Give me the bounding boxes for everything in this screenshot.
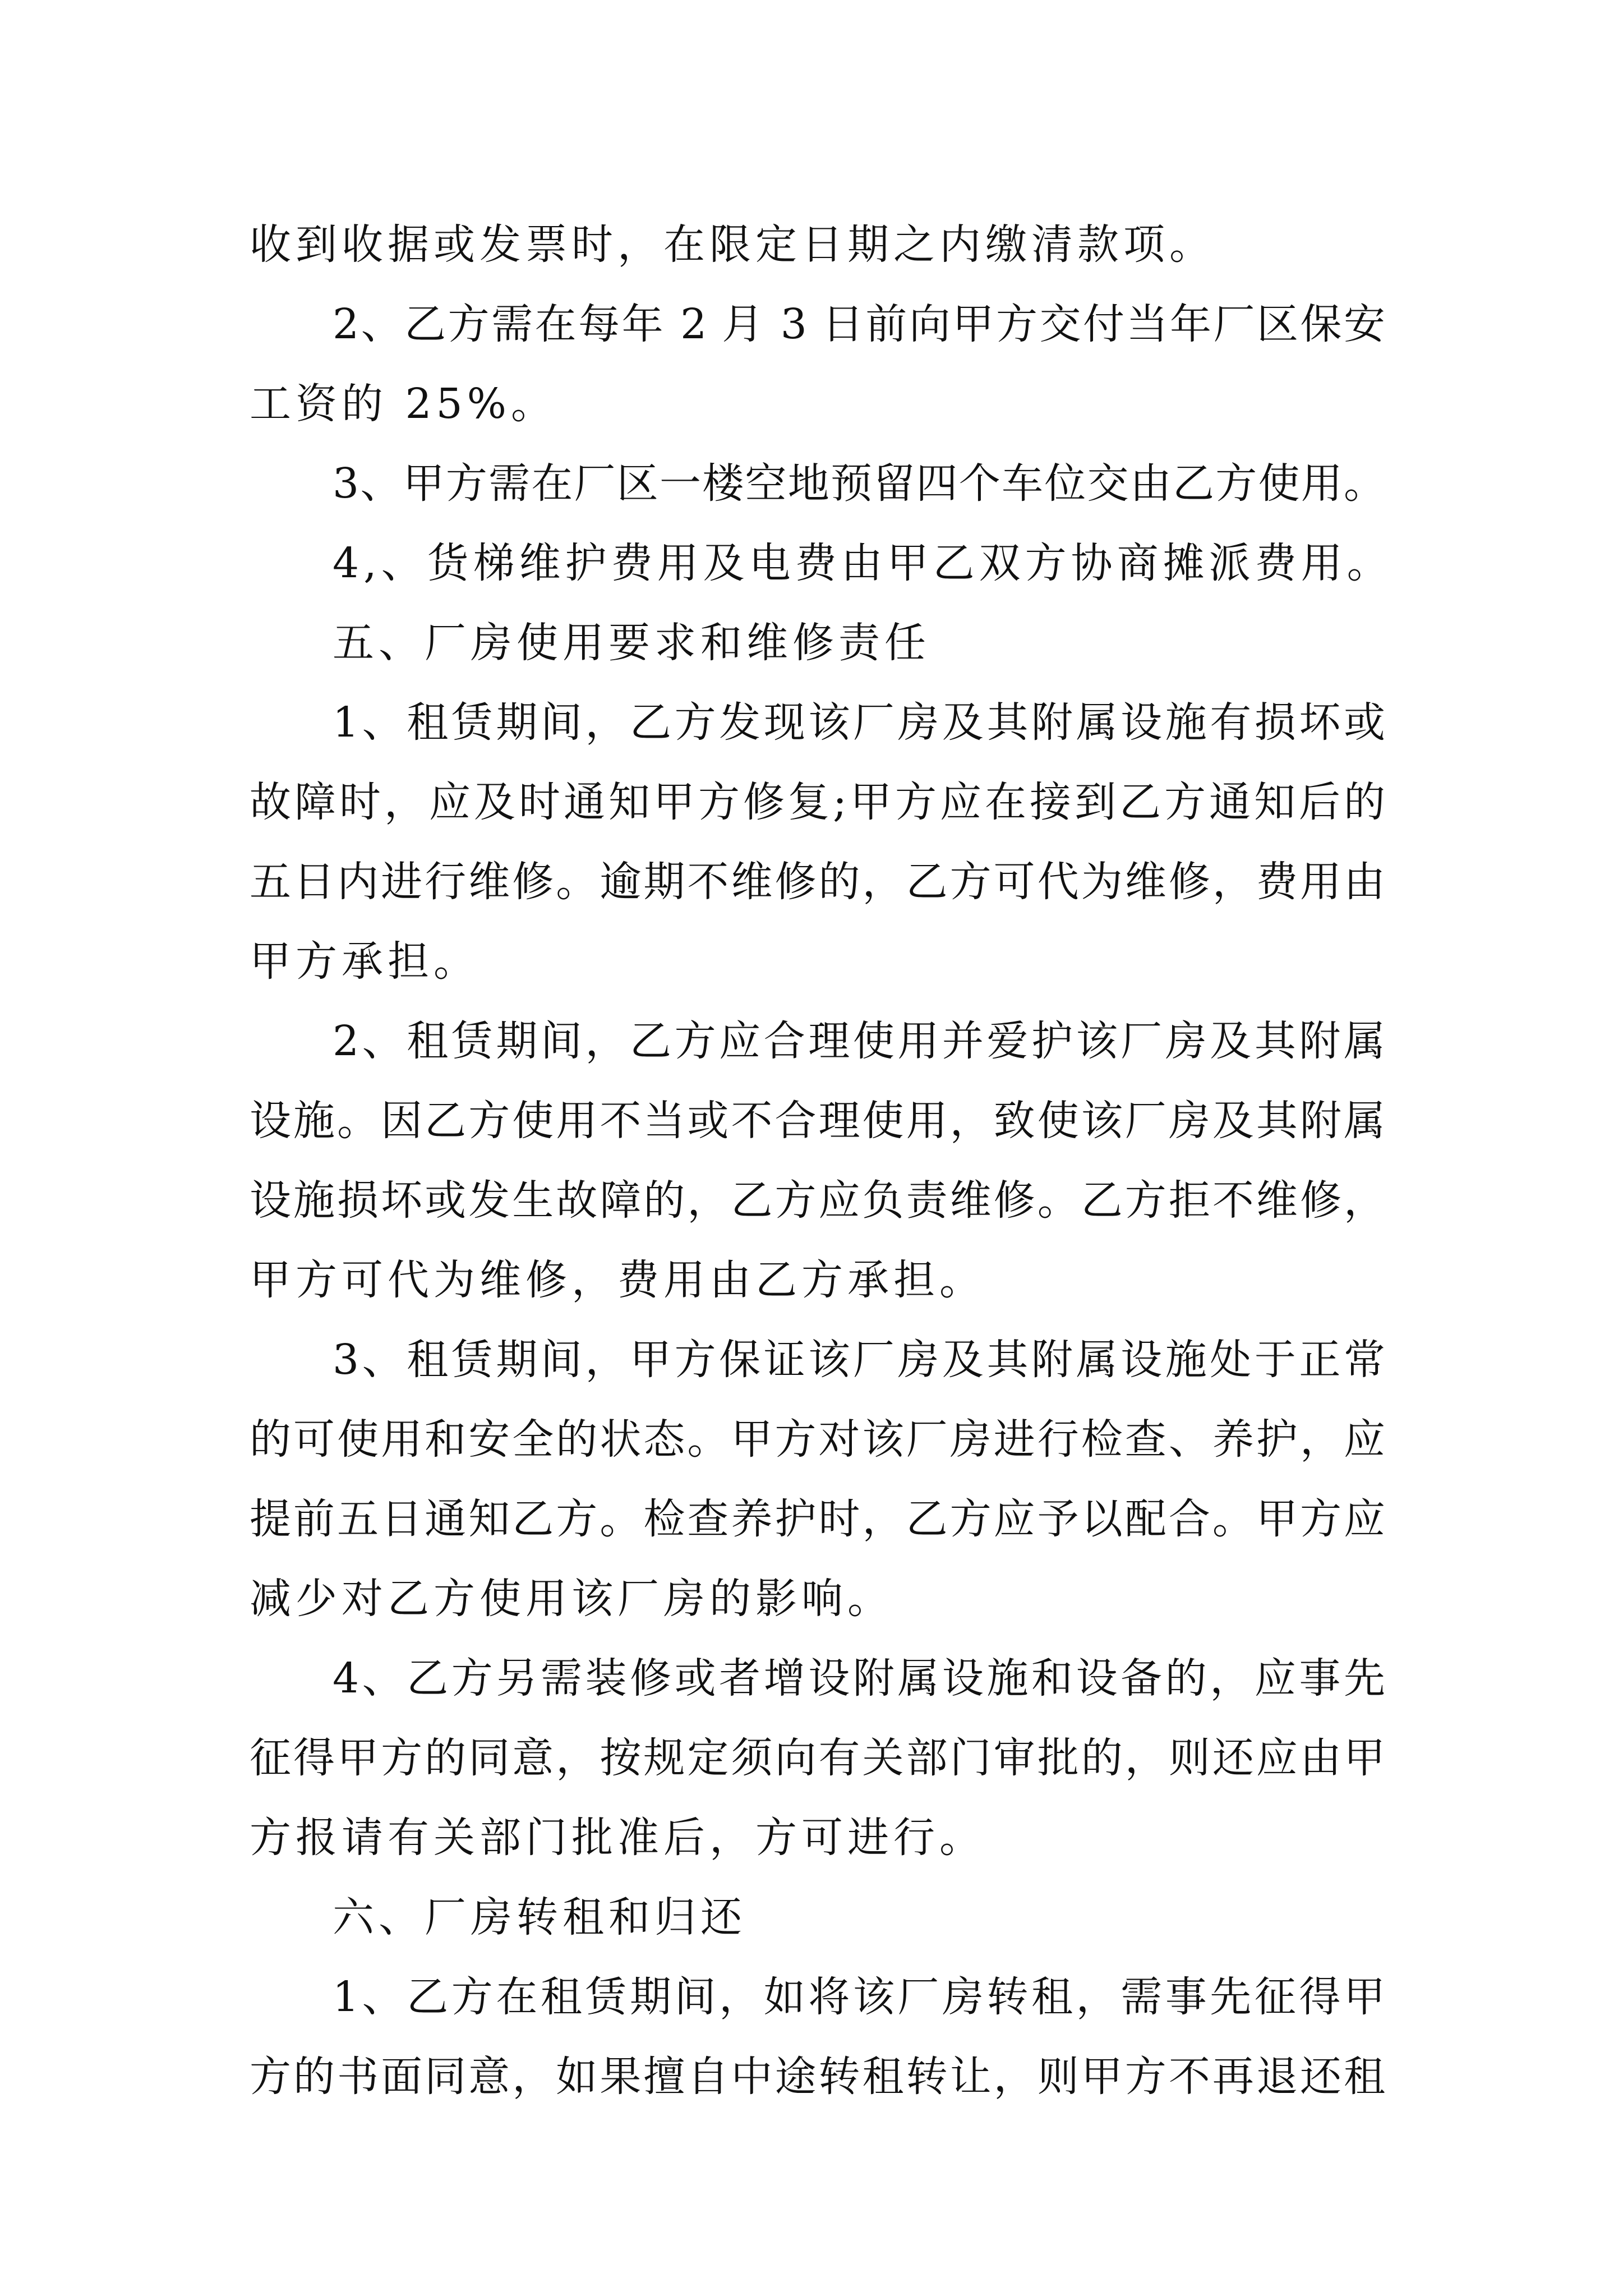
- text-line: 设施。因乙方使用不当或不合理使用，致使该厂房及其附属: [250, 1097, 1385, 1145]
- text-line: 2、租赁期间，乙方应合理使用并爱护该厂房及其附属: [333, 1017, 1385, 1065]
- text-line: 的可使用和安全的状态。甲方对该厂房进行检查、养护，应: [250, 1415, 1385, 1464]
- text-line: 方报请有关部门批准后，方可进行。: [250, 1814, 985, 1862]
- text-line: 设施损坏或发生故障的，乙方应负责维修。乙方拒不维修，: [250, 1176, 1385, 1225]
- text-line: 4,、货梯维护费用及电费由甲乙双方协商摊派费用。: [333, 539, 1393, 587]
- text-line: 3、租赁期间，甲方保证该厂房及其附属设施处于正常: [333, 1336, 1385, 1384]
- text-line: 甲方承担。: [250, 937, 479, 986]
- text-line: 3、甲方需在厂区一楼空地预留四个车位交由乙方使用。: [333, 459, 1385, 508]
- text-line: 1、租赁期间，乙方发现该厂房及其附属设施有损坏或: [333, 698, 1385, 747]
- text-line: 4、乙方另需装修或者增设附属设施和设备的，应事先: [333, 1654, 1385, 1703]
- text-line: 工资的 25%。: [250, 380, 557, 428]
- text-line: 故障时，应及时通知甲方修复;甲方应在接到乙方通知后的: [250, 778, 1385, 826]
- text-line: 征得甲方的同意，按规定须向有关部门审批的，则还应由甲: [250, 1734, 1385, 1782]
- text-line: 提前五日通知乙方。检查养护时，乙方应予以配合。甲方应: [250, 1495, 1385, 1543]
- text-line: 方的书面同意，如果擅自中途转租转让，则甲方不再退还租: [250, 2053, 1385, 2101]
- text-line: 收到收据或发票时，在限定日期之内缴清款项。: [250, 220, 1215, 269]
- section-heading: 六、厂房转租和归还: [333, 1893, 746, 1941]
- text-line: 五日内进行维修。逾期不维修的，乙方可代为维修，费用由: [250, 858, 1385, 906]
- document-body: [250, 205, 1393, 2116]
- text-line: 1、乙方在租赁期间，如将该厂房转租，需事先征得甲: [333, 1973, 1385, 2021]
- text-line: 减少对乙方使用该厂房的影响。: [250, 1575, 893, 1623]
- section-heading: 五、厂房使用要求和维修责任: [333, 619, 930, 667]
- text-line: 2、乙方需在每年 2 月 3 日前向甲方交付当年厂区保安: [333, 300, 1385, 348]
- text-line: 甲方可代为维修，费用由乙方承担。: [250, 1256, 985, 1304]
